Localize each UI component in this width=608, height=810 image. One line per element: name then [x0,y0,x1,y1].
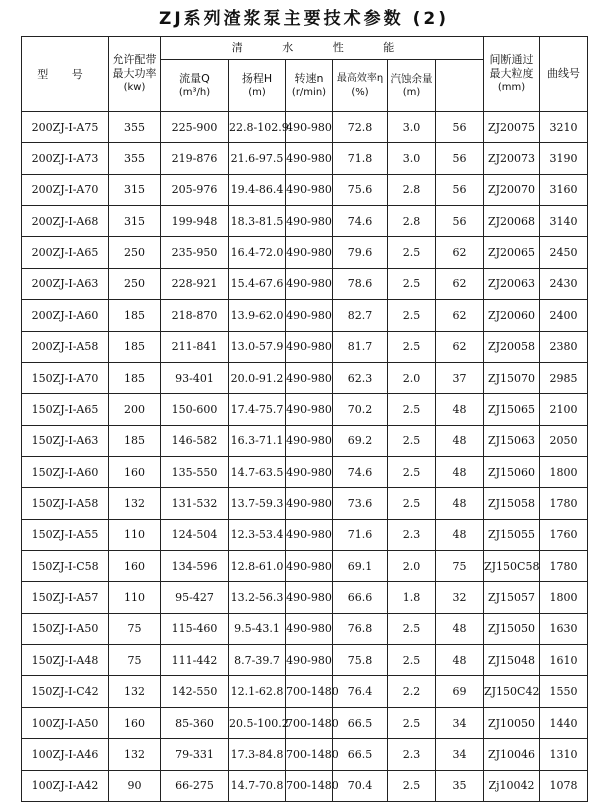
cell-particle: 62 [436,237,484,268]
cell-model: 200ZJ-I-A70 [22,174,109,205]
header-power: 允许配带 最大功率 (kw) [109,37,161,112]
cell-power: 185 [109,362,161,393]
table-row [22,300,588,331]
cell-npsh: 2.5 [388,456,436,487]
cell-power: 315 [109,206,161,237]
cell-weight: 2380 [540,331,588,362]
cell-weight: 2985 [540,362,588,393]
cell-particle: 48 [436,645,484,676]
cell-model: 100ZJ-I-A50 [22,707,109,738]
cell-model: 200ZJ-I-A68 [22,206,109,237]
cell-curve: ZJ150C42 [484,676,540,707]
cell-particle: 34 [436,707,484,738]
cell-curve: ZJ150C58 [484,551,540,582]
cell-flow: 131-532 [161,488,229,519]
table-row [22,425,588,456]
cell-weight: 1610 [540,645,588,676]
cell-head: 15.4-67.6 [229,268,286,299]
cell-model: 150ZJ-I-C42 [22,676,109,707]
cell-efficiency: 70.2 [333,394,388,425]
cell-head: 17.3-84.8 [229,739,286,770]
cell-head: 12.3-53.4 [229,519,286,550]
cell-flow: 228-921 [161,268,229,299]
cell-npsh: 2.5 [388,613,436,644]
cell-flow: 235-950 [161,237,229,268]
cell-npsh: 2.5 [388,394,436,425]
cell-npsh: 2.5 [388,268,436,299]
cell-speed: 490-980 [286,362,333,393]
cell-weight: 1800 [540,456,588,487]
cell-weight: 1780 [540,551,588,582]
table-row [22,112,588,143]
cell-speed: 490-980 [286,488,333,519]
cell-npsh: 2.5 [388,425,436,456]
cell-weight: 3210 [540,112,588,143]
cell-efficiency: 73.6 [333,488,388,519]
cell-weight: 2400 [540,300,588,331]
cell-power: 132 [109,488,161,519]
cell-flow: 211-841 [161,331,229,362]
cell-efficiency: 62.3 [333,362,388,393]
cell-efficiency: 75.6 [333,174,388,205]
cell-model: 200ZJ-I-A58 [22,331,109,362]
table-row [22,707,588,738]
cell-flow: 225-900 [161,112,229,143]
cell-head: 13.9-62.0 [229,300,286,331]
cell-head: 17.4-75.7 [229,394,286,425]
cell-head: 16.3-71.1 [229,425,286,456]
cell-head: 14.7-63.5 [229,456,286,487]
cell-efficiency: 66.6 [333,582,388,613]
cell-flow: 111-442 [161,645,229,676]
spec-table [21,36,588,802]
cell-weight: 1630 [540,613,588,644]
cell-power: 160 [109,456,161,487]
cell-curve: ZJ10050 [484,707,540,738]
cell-weight: 1760 [540,519,588,550]
table-row [22,143,588,174]
cell-curve: ZJ10046 [484,739,540,770]
cell-efficiency: 74.6 [333,206,388,237]
cell-particle: 56 [436,112,484,143]
cell-weight: 2450 [540,237,588,268]
cell-particle: 48 [436,488,484,519]
cell-head: 13.2-56.3 [229,582,286,613]
cell-speed: 490-980 [286,613,333,644]
cell-curve: ZJ20068 [484,206,540,237]
table-row [22,488,588,519]
cell-power: 75 [109,613,161,644]
table-row [22,456,588,487]
cell-curve: ZJ15065 [484,394,540,425]
cell-npsh: 2.8 [388,206,436,237]
cell-weight: 3160 [540,174,588,205]
cell-particle: 35 [436,770,484,801]
cell-power: 315 [109,174,161,205]
cell-particle: 56 [436,206,484,237]
cell-speed: 490-980 [286,425,333,456]
cell-head: 16.4-72.0 [229,237,286,268]
cell-curve: ZJ15048 [484,645,540,676]
cell-flow: 142-550 [161,676,229,707]
cell-particle: 56 [436,143,484,174]
cell-curve: ZJ15070 [484,362,540,393]
cell-weight: 1800 [540,582,588,613]
cell-curve: ZJ15060 [484,456,540,487]
cell-flow: 135-550 [161,456,229,487]
cell-power: 185 [109,425,161,456]
cell-model: 200ZJ-I-A73 [22,143,109,174]
cell-curve: ZJ20065 [484,237,540,268]
cell-power: 200 [109,394,161,425]
table-row [22,206,588,237]
cell-head: 13.7-59.3 [229,488,286,519]
cell-particle: 69 [436,676,484,707]
cell-flow: 199-948 [161,206,229,237]
cell-power: 355 [109,112,161,143]
cell-flow: 218-870 [161,300,229,331]
cell-npsh: 2.5 [388,707,436,738]
cell-head: 12.8-61.0 [229,551,286,582]
cell-speed: 490-980 [286,456,333,487]
cell-model: 150ZJ-I-A57 [22,582,109,613]
cell-model: 200ZJ-I-A65 [22,237,109,268]
cell-model: 150ZJ-I-A65 [22,394,109,425]
cell-head: 21.6-97.5 [229,143,286,174]
cell-speed: 490-980 [286,551,333,582]
cell-speed: 700-1480 [286,739,333,770]
cell-curve: ZJ20060 [484,300,540,331]
cell-particle: 48 [436,394,484,425]
cell-weight: 1440 [540,707,588,738]
cell-curve: ZJ15057 [484,582,540,613]
cell-particle: 75 [436,551,484,582]
cell-speed: 490-980 [286,268,333,299]
cell-model: 150ZJ-I-A50 [22,613,109,644]
cell-npsh: 2.3 [388,519,436,550]
cell-flow: 134-596 [161,551,229,582]
cell-curve: ZJ20063 [484,268,540,299]
cell-efficiency: 74.6 [333,456,388,487]
cell-model: 150ZJ-I-A48 [22,645,109,676]
cell-flow: 115-460 [161,613,229,644]
cell-head: 20.5-100.2 [229,707,286,738]
cell-efficiency: 78.6 [333,268,388,299]
cell-power: 160 [109,551,161,582]
cell-efficiency: 82.7 [333,300,388,331]
cell-flow: 79-331 [161,739,229,770]
cell-npsh: 2.5 [388,770,436,801]
cell-power: 185 [109,331,161,362]
cell-curve: ZJ15063 [484,425,540,456]
table-row [22,770,588,801]
cell-npsh: 2.3 [388,739,436,770]
cell-npsh: 2.5 [388,237,436,268]
cell-power: 110 [109,582,161,613]
cell-model: 200ZJ-I-A75 [22,112,109,143]
cell-efficiency: 79.6 [333,237,388,268]
cell-head: 18.3-81.5 [229,206,286,237]
cell-efficiency: 71.8 [333,143,388,174]
cell-weight: 1078 [540,770,588,801]
cell-model: 150ZJ-I-A70 [22,362,109,393]
cell-particle: 56 [436,174,484,205]
table-row [22,174,588,205]
cell-efficiency: 70.4 [333,770,388,801]
table-row [22,519,588,550]
cell-particle: 48 [436,425,484,456]
cell-model: 150ZJ-I-A58 [22,488,109,519]
cell-efficiency: 69.2 [333,425,388,456]
cell-particle: 48 [436,456,484,487]
cell-weight: 1550 [540,676,588,707]
cell-weight: 3190 [540,143,588,174]
cell-head: 13.0-57.9 [229,331,286,362]
cell-npsh: 2.8 [388,174,436,205]
cell-efficiency: 71.6 [333,519,388,550]
cell-model: 150ZJ-I-A55 [22,519,109,550]
cell-power: 355 [109,143,161,174]
cell-head: 20.0-91.2 [229,362,286,393]
cell-curve: ZJ15050 [484,613,540,644]
cell-flow: 124-504 [161,519,229,550]
cell-efficiency: 76.8 [333,613,388,644]
cell-npsh: 2.0 [388,362,436,393]
cell-particle: 62 [436,300,484,331]
table-row [22,331,588,362]
cell-npsh: 3.0 [388,143,436,174]
header-curve: 曲线号 [540,37,588,112]
cell-flow: 146-582 [161,425,229,456]
cell-efficiency: 81.7 [333,331,388,362]
header-clear-water-performance: 清 水 性 能 [161,37,484,60]
table-row [22,551,588,582]
header-speed: 转速n (r/min) [286,60,333,112]
header-head: 扬程H (m) [229,60,286,112]
cell-npsh: 2.5 [388,488,436,519]
cell-curve: ZJ15055 [484,519,540,550]
cell-npsh: 2.5 [388,645,436,676]
cell-speed: 490-980 [286,112,333,143]
cell-model: 200ZJ-I-A63 [22,268,109,299]
table-row [22,237,588,268]
header-efficiency: 最高效率η (%) [333,60,388,112]
cell-speed: 490-980 [286,645,333,676]
table-row [22,582,588,613]
cell-flow: 150-600 [161,394,229,425]
cell-head: 19.4-86.4 [229,174,286,205]
cell-speed: 490-980 [286,394,333,425]
cell-power: 250 [109,268,161,299]
cell-npsh: 2.5 [388,300,436,331]
cell-speed: 490-980 [286,300,333,331]
page-title: ZJ系列渣浆泵主要技术参数 (2) [159,9,449,29]
cell-curve: ZJ20073 [484,143,540,174]
cell-weight: 2430 [540,268,588,299]
cell-speed: 490-980 [286,519,333,550]
cell-head: 12.1-62.8 [229,676,286,707]
cell-npsh: 1.8 [388,582,436,613]
header-particle-size: 间断通过 最大粒度 (mm) [484,37,540,112]
cell-weight: 2050 [540,425,588,456]
cell-npsh: 2.2 [388,676,436,707]
table-row [22,394,588,425]
cell-speed: 700-1480 [286,770,333,801]
cell-speed: 700-1480 [286,707,333,738]
cell-efficiency: 66.5 [333,707,388,738]
cell-weight: 3140 [540,206,588,237]
cell-npsh: 2.5 [388,331,436,362]
cell-particle: 34 [436,739,484,770]
cell-speed: 490-980 [286,331,333,362]
header-model: 型 号 [22,37,109,112]
cell-particle: 37 [436,362,484,393]
cell-npsh: 3.0 [388,112,436,143]
cell-curve: ZJ20070 [484,174,540,205]
cell-curve: ZJ20058 [484,331,540,362]
cell-curve: ZJ15058 [484,488,540,519]
cell-head: 22.8-102.9 [229,112,286,143]
cell-flow: 66-275 [161,770,229,801]
cell-power: 185 [109,300,161,331]
table-row [22,268,588,299]
cell-model: 200ZJ-I-A60 [22,300,109,331]
cell-particle: 48 [436,519,484,550]
cell-efficiency: 75.8 [333,645,388,676]
cell-model: 150ZJ-I-A60 [22,456,109,487]
cell-particle: 32 [436,582,484,613]
cell-speed: 490-980 [286,174,333,205]
cell-head: 8.7-39.7 [229,645,286,676]
cell-curve: Zj10042 [484,770,540,801]
cell-speed: 490-980 [286,143,333,174]
cell-flow: 93-401 [161,362,229,393]
table-row [22,613,588,644]
cell-flow: 95-427 [161,582,229,613]
cell-weight: 2100 [540,394,588,425]
cell-head: 9.5-43.1 [229,613,286,644]
cell-model: 150ZJ-I-C58 [22,551,109,582]
table-row [22,645,588,676]
cell-speed: 490-980 [286,206,333,237]
cell-speed: 700-1480 [286,676,333,707]
spec-table-body [22,112,588,802]
cell-weight: 1310 [540,739,588,770]
cell-power: 132 [109,676,161,707]
table-row [22,362,588,393]
cell-power: 110 [109,519,161,550]
cell-model: 100ZJ-I-A46 [22,739,109,770]
cell-power: 132 [109,739,161,770]
cell-model: 150ZJ-I-A63 [22,425,109,456]
cell-efficiency: 69.1 [333,551,388,582]
cell-power: 75 [109,645,161,676]
cell-weight: 1780 [540,488,588,519]
cell-efficiency: 76.4 [333,676,388,707]
header-flow: 流量Q (m³/h) [161,60,229,112]
cell-curve: ZJ20075 [484,112,540,143]
header-npsh: 汽蚀余量 (m) [388,60,436,112]
cell-head: 14.7-70.8 [229,770,286,801]
cell-flow: 85-360 [161,707,229,738]
cell-speed: 490-980 [286,582,333,613]
cell-efficiency: 72.8 [333,112,388,143]
table-row [22,739,588,770]
table-row [22,676,588,707]
cell-power: 160 [109,707,161,738]
cell-efficiency: 66.5 [333,739,388,770]
cell-particle: 48 [436,613,484,644]
cell-power: 250 [109,237,161,268]
cell-npsh: 2.0 [388,551,436,582]
cell-power: 90 [109,770,161,801]
cell-particle: 62 [436,268,484,299]
cell-particle: 62 [436,331,484,362]
cell-speed: 490-980 [286,237,333,268]
cell-flow: 219-876 [161,143,229,174]
cell-model: 100ZJ-I-A42 [22,770,109,801]
cell-flow: 205-976 [161,174,229,205]
